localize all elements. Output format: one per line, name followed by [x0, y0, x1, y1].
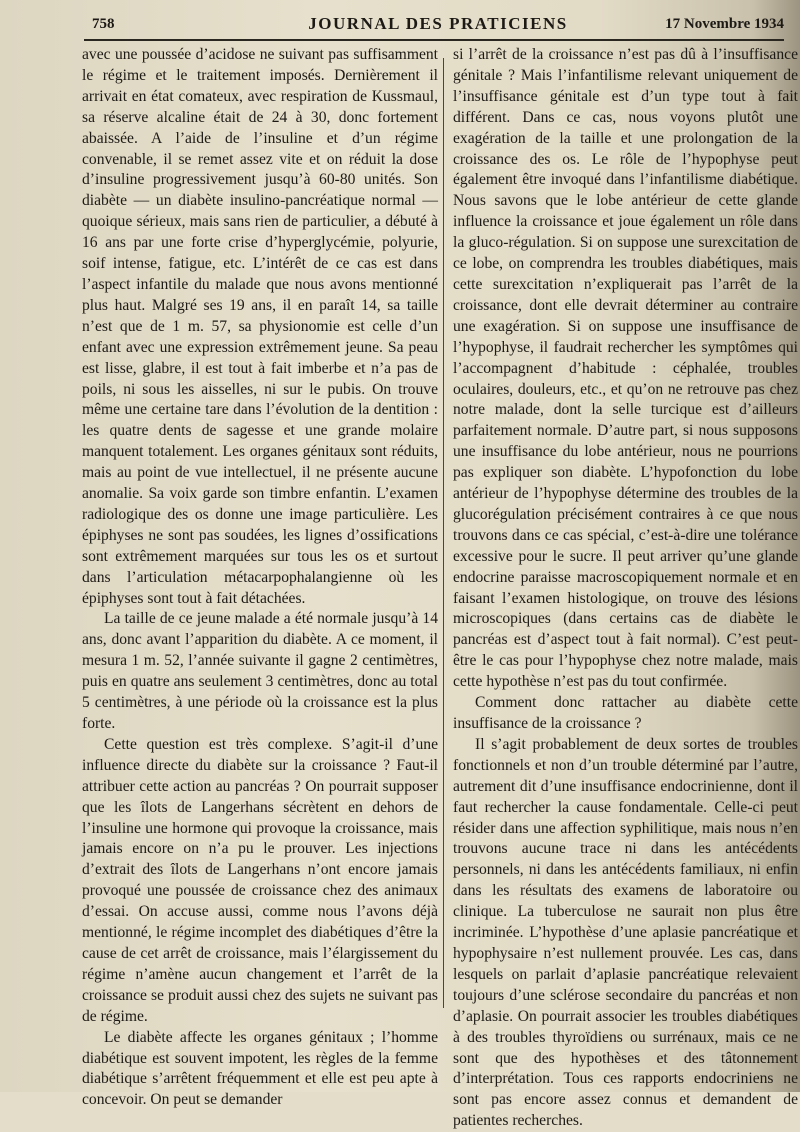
paragraph: Il s’agit probablement de deux sortes de troubles fonctionnels et non d’un trouble déterminé par l’autre, autrement dit d’une insuffisance endocrinienne, dont il faut rechercher la cause fondamentale. Celle-ci peut résider dans une affection syphilitique, mais nous n’en trouvons aucune trace ni dans les antécédents personnels, ni dans les antécédents familiaux, ni enfin dans les résultats des examens de laboratoire ou clinique. La tuberculose ne saurait non plus être incriminée. L’hypothèse d’une aplasie pancréatique et hypophysaire n’est nullement prouvée. Les cas, dans lesquels on parlait d’aplasie pancréatique relevaient toujours d’une sclérose secondaire du pancréas et non d’aplasie. On pourrait associer les troubles diabétiques à des troubles thyroïdiens ou surrénaux, mais ce ne sont que des hypothèses et des tâtonnement d’interprétation. Tous ces rapports endocriniens ne sont pas encore assez connus et demandent de patientes recherches. [453, 735, 798, 1130]
column-divider [443, 58, 444, 1008]
paragraph: Le diabète affecte les organes génitaux ; l’homme diabétique est souvent impotent, les règles de la femme diabétique s’arrêtent fréquemment et elle est peu apte à concevoir. On peut se demander [82, 1028, 438, 1109]
paragraph: avec une poussée d’acidose ne suivant pas suffisamment le régime et le traitement imposés. Dernièrement il arrivait en état comateux, avec respiration de Kussmaul, sa réserve alcaline était de 24 à 30, donc fortement abaissée. A l’aide de l’insuline et d’un régime convenable, il se remet assez vite et on réduit la dose d’insuline progressivement jusqu’à 60-80 unités. Son diabète — un diabète insulino-pancréatique normal — quoique sérieux, mais sans rien de particulier, a débuté à 16 ans par une forte crise d’hyperglycémie, polyurie, soif intense, fatigue, etc. L’intérêt de ce cas est dans l’aspect infantile du malade que nous avons mentionné plus haut. Malgré ses 19 ans, il en paraît 14, sa taille n’est que de 1 m. 57, sa physionomie est celle d’un enfant avec une expression extrêmement jeune. Sa peau est lisse, glabre, il est tout à fait imberbe et n’a pas de poils, ni sous les aisselles, ni sur le pubis. On trouve même une certaine tare dans l’évolution de la dentition : les quatre dents de sagesse et une grande molaire manquent totalement. Les organes génitaux sont réduits, mais au point de vue intellectuel, il ne présente aucune anomalie. Sa voix garde son timbre enfantin. L’examen radiologique des os donne une image particulière. Les épiphyses ne sont pas soudées, les lignes d’ossifications sont extrêmement marquées sur tous les os et surtout dans l’articulation métacarpophalangienne où les épiphyses sont tout à fait détachées. [82, 46, 438, 607]
page-number: 758 [92, 16, 115, 32]
page-header [92, 14, 784, 38]
left-column [82, 45, 438, 1111]
paragraph: La taille de ce jeune malade a été normale jusqu’à 14 ans, donc avant l’apparition du diabète. A ce moment, il mesura 1 m. 52, l’année suivante il gagne 2 centimètres, puis en quatre ans seulement 3 centimètres, donc au total 5 centimètres, à une période où la croissance est la plus forte. [82, 610, 438, 732]
paragraph: Cette question est très complexe. S’agit-il d’une influence directe du diabète sur la croissance ? Faut-il attribuer cette action au pancréas ? On pourrait supposer que les îlots de Langerhans sécrètent en dehors de l’insuline une hormone qui provoque la croissance, mais jamais encore on n’a pu le prouver. Les injections d’extrait des îlots de Langerhans n’ont encore jamais provoqué une poussée de croissance chez des animaux d’essai. On accuse aussi, comme nous l’avons déjà mentionné, le régime incomplet des diabétiques d’être la cause de cet arrêt de croissance, mais l’élargissement du régime n’amène aucun changement et l’arrêt de la croissance se produit aussi chez des sujets ne suivant pas de régime. [82, 735, 438, 1025]
paragraph: si l’arrêt de la croissance n’est pas dû à l’insuffisance génitale ? Mais l’infantilisme relevant uniquement de l’insuffisance génitale est d’un type tout à fait différent. Dans ce cas, nous voyons plutôt une exagération de la taille et une prolongation de la croissance des os. Le rôle de l’hypophyse peut également être invoqué dans l’infantilisme diabétique. Nous savons que le lobe antérieur de cette glande influence la croissance et joue également un rôle dans la gluco-régulation. Si on suppose une surexcitation de ce lobe, on comprendra les troubles diabétiques, mais cette surexcitation n’expliquerait pas l’arrêt de la croissance, dont elle devrait déterminer au contraire une exagération. Si on suppose une insuffisance de l’hypophyse, il faudrait rechercher les symptômes qui l’accompagnent d’habitude : céphalée, troubles oculaires, douleurs, etc., et qu’on ne retrouve pas chez notre malade, dont la selle turcique est d’ailleurs parfaitement normale. D’autre part, si nous supposons une insuffisance du lobe antérieur, nous ne pourrions pas expliquer son diabète. L’hypofonction du lobe antérieur de l’hypophyse détermine des troubles de la glucorégulation précisément contraires à ce que nous trouvons dans ce cas spécial, c’est-à-dire une tolérance excessive pour le sucre. Il peut arriver qu’une glande endocrine paraisse macroscopiquement normale et en faisant l’examen histologique, on trouve des lésions microscopiques (dans certains cas de diabète le pancréas est d’aspect tout à fait normal). C’est peut-être le cas pour l’hypophyse chez notre malade, mais cette hypothèse n’est pas du tout confirmée. [453, 46, 798, 691]
paragraph: Comment donc rattacher au diabète cette insuffisance de la croissance ? [453, 694, 798, 732]
right-column [453, 45, 798, 1132]
journal-title: JOURNAL DES PRATICIENS [308, 14, 568, 33]
header-rule [84, 39, 784, 41]
issue-date: 17 Novembre 1934 [665, 16, 784, 32]
